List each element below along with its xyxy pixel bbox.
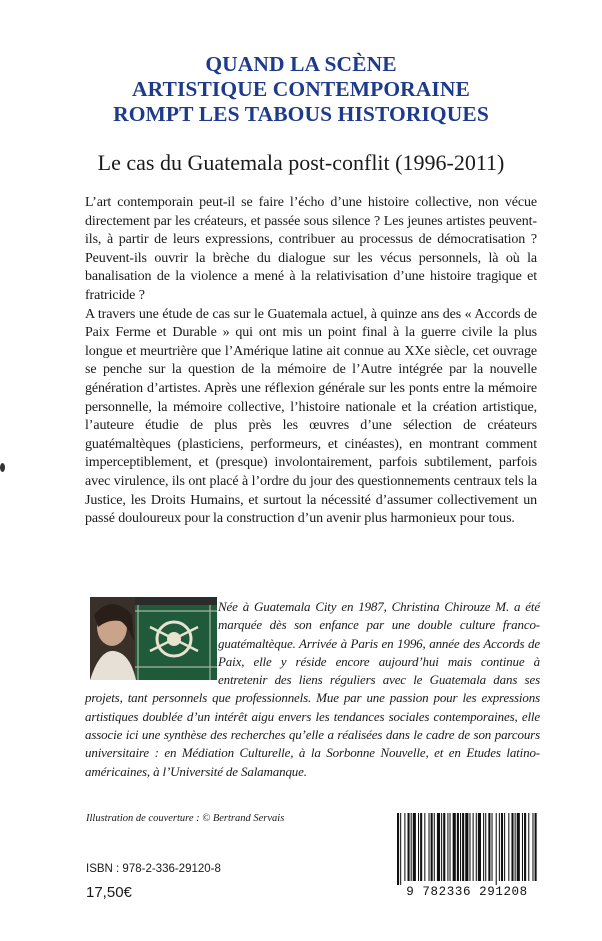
barcode-bar [504, 813, 505, 881]
barcode-bar [424, 813, 425, 881]
bio-photo-spacer [85, 598, 218, 682]
barcode-bar [431, 813, 433, 881]
title-line-1: QUAND LA SCÈNE [205, 52, 397, 76]
barcode-bar [488, 813, 490, 881]
isbn-text: ISBN : 978-2-336-29120-8 [86, 863, 221, 875]
barcode-bar [476, 813, 477, 881]
author-bio-text: Née à Guatemala City en 1987, Christina Chirouze M. a été marquée dès son enfance par une double culture franco-guatémaltèque. Arrivée à Paris en 1996, année des Accords de Paix, elle y réside encore aujourd’hui mais continue à entretenir des liens réguliers avec le Guatemala dans ses projets, tant personnels que professionnels. Mue par une passion pour les expressions artistiques doublée d’un intérêt aigu envers les tendances sociales contemporaines, elle associe ici une synthèse des recherches qu’elle a réalisées dans le cadre de son parcours universitaire : en Médiation Culturelle, à la Sorbonne Nouvelle, et en Etudes latino-américaines, à l’Université de Salamanque. [85, 599, 540, 779]
illustration-credit: Illustration de couverture : © Bertrand Servais [86, 813, 285, 824]
barcode-bar [517, 813, 520, 881]
barcode-bars [393, 811, 541, 885]
barcode-bar [460, 813, 461, 881]
barcode-bar [413, 813, 416, 881]
barcode-bar [437, 813, 440, 881]
barcode-bar [465, 813, 468, 881]
title-line-2: ARTISTIQUE CONTEMPORAINE [132, 77, 470, 101]
barcode-bar [515, 813, 516, 881]
barcode-bar [478, 813, 481, 881]
barcode-bar [397, 813, 399, 885]
barcode-bar [483, 813, 484, 881]
barcode-bar [443, 813, 445, 881]
barcode-bar [532, 813, 533, 881]
barcode-bar [450, 813, 451, 881]
back-cover-summary [85, 194, 537, 529]
barcode-bar [453, 813, 456, 881]
barcode-bar [473, 813, 474, 881]
barcode-bar [535, 813, 537, 881]
barcode-bar [411, 813, 412, 881]
summary-paragraph-1: L’art contemporain peut-il se faire l’écho d’une histoire collective, non vécue directement par les créateurs, et passée sous silence ? Les jeunes artistes peuvent-ils, à partir de leurs expressions, contribuer au processus de démocratisation ? Peuvent-ils ouvrir la brèche du dialogue sur les vécus personnels, là où la banalisation de la violence a mené à la relativisation d’une histoire tragique et fratricide ? [85, 195, 537, 303]
barcode-bar [499, 813, 500, 881]
barcode-bar [501, 813, 503, 881]
barcode-bar [429, 813, 430, 881]
book-subtitle: Le cas du Guatemala post-conflit (1996-2011) [97, 150, 505, 175]
barcode-bar [528, 813, 529, 881]
barcode-bar [441, 813, 442, 881]
barcode-bar [404, 813, 405, 881]
page-edge-mark [0, 463, 5, 472]
barcode-bar [457, 813, 459, 881]
author-bio [85, 598, 540, 781]
barcode-bar [434, 813, 435, 881]
book-title [0, 52, 602, 127]
title-line-3: ROMPT LES TABOUS HISTORIQUES [113, 102, 489, 126]
barcode-bar [408, 813, 410, 881]
barcode-bar [469, 813, 470, 881]
barcode-bar [420, 813, 422, 881]
barcode-bar [511, 813, 513, 881]
barcode-bar [524, 813, 526, 881]
barcode-bar [485, 813, 486, 881]
barcode-bar [496, 813, 497, 885]
isbn-barcode [393, 811, 541, 899]
barcode-bar [418, 813, 419, 881]
summary-paragraph-2: A travers une étude de cas sur le Guatemala actuel, à quinze ans des « Accords de Paix Ferme et Durable » qui ont mis un point final à la guerre civile la plus longue et meurtrière que l’Amérique latine ait connue au XXe siècle, cet ouvrage se penche sur la question de la mémoire de l’Autre intégrée par la nouvelle génération d’artistes. Après une réflexion générale sur les ponts entre la mémoire personnelle, la mémoire collective, l’histoire nationale et la création artistique, l’auteure étudie de plus près les œuvres d’une sélection de créateurs guatémaltèques (plasticiens, performeurs, et cinéastes), en montrant comment imperceptiblement, et (presque) involontairement, parfois subtilement, parfois avec virulence, ils ont placé à l’ordre du jour des questionnements centraux tels la Justice, les Droits Humains, et surtout la nécessité d’assumer collectivement un passé douloureux pour la construction d’un avenir plus harmonieux pour tous. [85, 306, 537, 527]
barcode-bar [462, 813, 464, 881]
price-text: 17,50€ [86, 884, 132, 901]
barcode-bar [400, 813, 401, 885]
barcode-bar [522, 813, 523, 881]
barcode-number: 9 782336 291208 [406, 885, 528, 899]
barcode-bar [508, 813, 509, 881]
barcode-bar [447, 813, 448, 881]
barcode-bar [492, 813, 493, 881]
